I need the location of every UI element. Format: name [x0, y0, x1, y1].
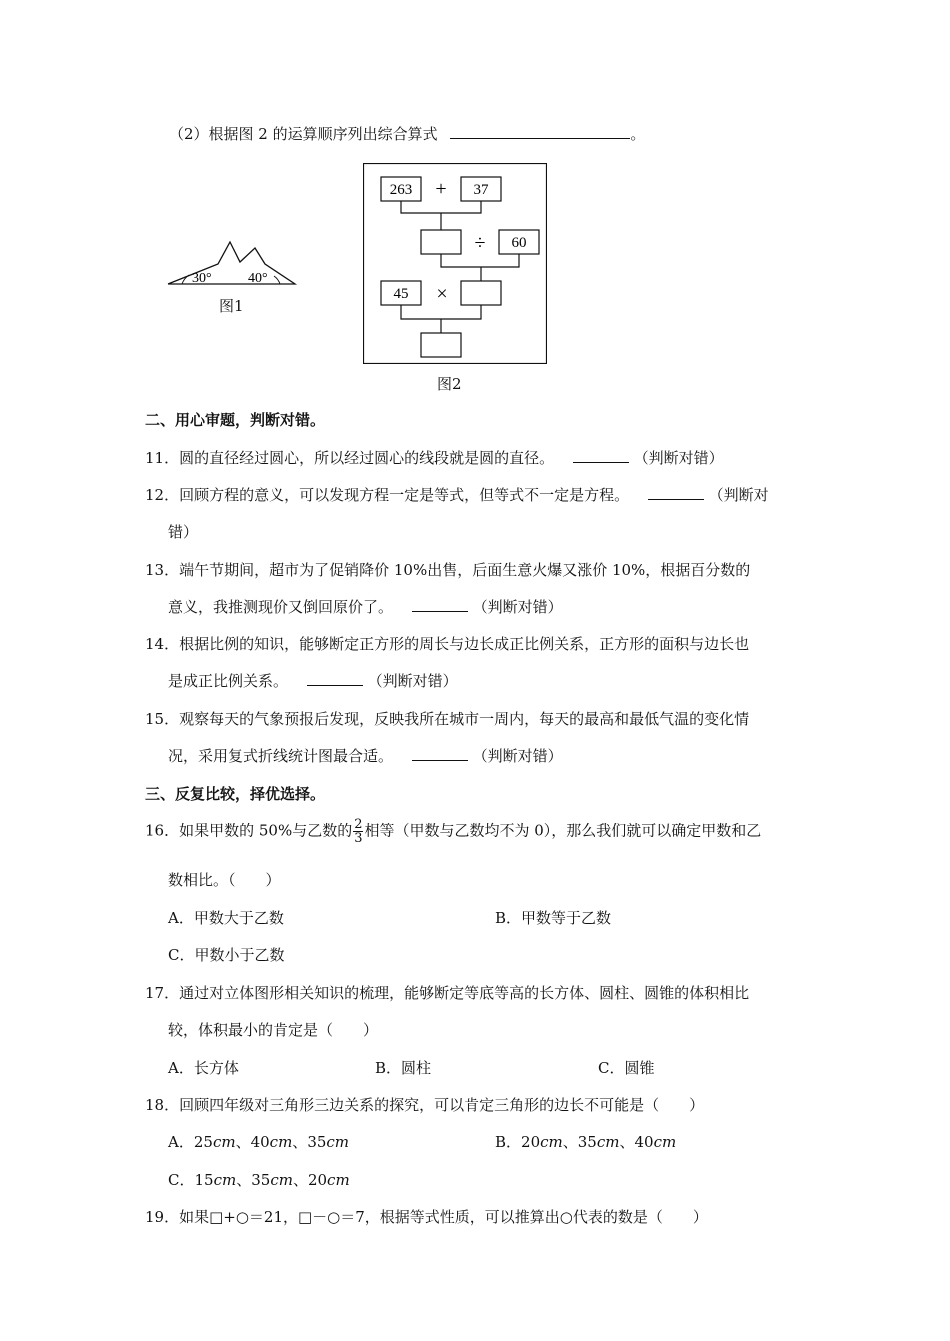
angle-arc-right: [274, 276, 280, 284]
question-15: 15．观察每天的气象预报后发现，反映我所在城市一周内，每天的最高和最低气温的变化情: [145, 710, 750, 728]
angle-left-label: 30°: [192, 271, 212, 286]
question-13: 13．端午节期间，超市为了促销降价 10%出售，后面生意火爆又涨价 10%，根据百分数的: [145, 561, 751, 579]
q16-option-b[interactable]: B．甲数等于乙数: [495, 909, 612, 927]
figure-1-caption: 图1: [219, 297, 244, 315]
figure-2-caption: 图2: [437, 375, 462, 393]
answer-blank[interactable]: [573, 448, 629, 463]
plus-sign: +: [435, 178, 447, 200]
question-14: 14．根据比例的知识，能够断定正方形的周长与边长成正比例关系，正方形的面积与边长也: [145, 635, 750, 653]
angle-right-label: 40°: [248, 271, 268, 286]
q16-option-a[interactable]: A．甲数大于乙数: [168, 909, 284, 927]
number-37: 37: [473, 182, 489, 198]
q17-option-c[interactable]: C．圆锥: [598, 1059, 655, 1077]
fraction-2-3: $\frac{2}{3}$: [354, 817, 363, 846]
figure-1: [160, 240, 305, 290]
answer-blank[interactable]: [412, 746, 468, 761]
question-19: 19．如果□+○＝21，□－○＝7，根据等式性质，可以推算出○代表的数是（ ）: [145, 1208, 708, 1226]
answer-blank[interactable]: [412, 597, 468, 612]
answer-blank[interactable]: [648, 485, 704, 500]
number-60: 60: [511, 235, 527, 251]
number-263: 263: [389, 182, 413, 198]
number-45: 45: [393, 286, 409, 302]
question-10-part2: （2）根据图 2 的运算顺序列出综合算式 。: [169, 125, 646, 143]
section-3-title: 三、反复比较，择优选择。: [145, 785, 326, 803]
answer-blank[interactable]: [307, 671, 363, 686]
q18-option-c[interactable]: C．15cm、35cm、20cm: [168, 1171, 350, 1189]
question-17: 17．通过对立体图形相关知识的梳理，能够断定等底等高的长方体、圆柱、圆锥的体积相比: [145, 984, 750, 1002]
empty-box-quotient: [461, 281, 501, 305]
multiply-sign: ×: [436, 283, 448, 305]
question-12: 12．回顾方程的意义，可以发现方程一定是等式，但等式不一定是方程。 （判断对: [145, 486, 769, 504]
question-18: 18．回顾四年级对三角形三边关系的探究，可以肯定三角形的边长不可能是（ ）: [145, 1096, 705, 1114]
q17-option-a[interactable]: A．长方体: [168, 1059, 239, 1077]
question-16: 16．如果甲数的 50%与乙数的 $\frac{2}{3}$ 相等（甲数与乙数均不为 0），那么我们就可以确定甲数和乙: [145, 817, 762, 846]
empty-box-result: [421, 333, 461, 357]
figure-2: [363, 163, 547, 364]
q17-option-b[interactable]: B．圆柱: [375, 1059, 432, 1077]
answer-blank[interactable]: [450, 124, 630, 139]
question-11: 11．圆的直径经过圆心，所以经过圆心的线段就是圆的直径。 （判断对错）: [145, 449, 724, 467]
q18-option-b[interactable]: B．20cm、35cm、40cm: [495, 1133, 677, 1151]
q16-option-c[interactable]: C．甲数小于乙数: [168, 946, 285, 964]
divide-sign: ÷: [474, 232, 486, 254]
section-2-title: 二、用心审题，判断对错。: [145, 411, 326, 429]
empty-box-sum: [421, 230, 461, 254]
q18-option-a[interactable]: A．25cm、40cm、35cm: [168, 1133, 350, 1151]
